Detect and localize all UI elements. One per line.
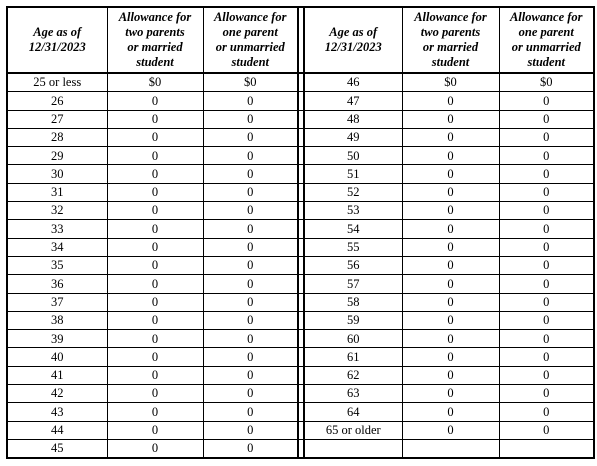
left-one-parent-cell: 0 [203,439,298,458]
left-one-parent-cell: 0 [203,385,298,403]
left-age-cell: 40 [7,348,107,366]
left-two-parents-cell: 0 [107,439,203,458]
right-two-parents-cell: 0 [402,366,499,384]
left-two-parents-cell: 0 [107,330,203,348]
right-two-parents-cell [402,439,499,458]
left-age-cell: 35 [7,256,107,274]
table-row [7,110,594,128]
right-one-parent-cell: 0 [499,220,594,238]
left-two-parents-cell: 0 [107,403,203,421]
left-one-parent-cell: 0 [203,293,298,311]
right-two-parents-cell: 0 [402,110,499,128]
right-two-parents-cell: 0 [402,92,499,110]
left-age-cell: 29 [7,147,107,165]
right-age-cell: 60 [304,330,402,348]
header-one-parent-left: Allowance for one parent or unmarried student [203,7,298,73]
right-one-parent-cell: 0 [499,238,594,256]
allowance-table-container [6,6,595,459]
right-two-parents-cell: 0 [402,348,499,366]
left-two-parents-cell: 0 [107,202,203,220]
right-age-cell: 62 [304,366,402,384]
left-age-cell: 42 [7,385,107,403]
right-two-parents-cell: 0 [402,238,499,256]
left-one-parent-cell: 0 [203,110,298,128]
right-one-parent-cell: 0 [499,293,594,311]
right-two-parents-cell: 0 [402,256,499,274]
right-age-cell: 57 [304,275,402,293]
table-row [7,220,594,238]
right-age-cell [304,439,402,458]
left-two-parents-cell: $0 [107,73,203,92]
left-one-parent-cell: 0 [203,147,298,165]
table-row [7,293,594,311]
right-age-cell: 54 [304,220,402,238]
table-row [7,202,594,220]
right-two-parents-cell: 0 [402,293,499,311]
header-age-right: Age as of 12/31/2023 [304,7,402,73]
table-row [7,348,594,366]
left-age-cell: 44 [7,421,107,439]
right-age-cell: 50 [304,147,402,165]
right-one-parent-cell: 0 [499,421,594,439]
left-age-cell: 37 [7,293,107,311]
left-one-parent-cell: 0 [203,220,298,238]
table-row [7,128,594,146]
header-row [7,7,594,73]
table-body [7,73,594,458]
right-one-parent-cell: 0 [499,165,594,183]
right-age-cell: 65 or older [304,421,402,439]
right-one-parent-cell: $0 [499,73,594,92]
right-age-cell: 49 [304,128,402,146]
left-one-parent-cell: 0 [203,256,298,274]
right-one-parent-cell [499,439,594,458]
table-row [7,238,594,256]
left-two-parents-cell: 0 [107,421,203,439]
left-two-parents-cell: 0 [107,128,203,146]
left-age-cell: 34 [7,238,107,256]
right-two-parents-cell: 0 [402,311,499,329]
left-age-cell: 36 [7,275,107,293]
left-two-parents-cell: 0 [107,110,203,128]
left-one-parent-cell: 0 [203,238,298,256]
left-two-parents-cell: 0 [107,311,203,329]
header-one-parent-right: Allowance for one parent or unmarried student [499,7,594,73]
right-two-parents-cell: 0 [402,128,499,146]
left-age-cell: 26 [7,92,107,110]
left-age-cell: 38 [7,311,107,329]
header-two-parents-left: Allowance for two parents or married student [107,7,203,73]
right-age-cell: 48 [304,110,402,128]
left-one-parent-cell: 0 [203,128,298,146]
table-row [7,403,594,421]
left-age-cell: 28 [7,128,107,146]
right-one-parent-cell: 0 [499,348,594,366]
right-two-parents-cell: 0 [402,275,499,293]
right-one-parent-cell: 0 [499,147,594,165]
left-two-parents-cell: 0 [107,366,203,384]
left-one-parent-cell: 0 [203,330,298,348]
table-row [7,275,594,293]
left-two-parents-cell: 0 [107,275,203,293]
left-two-parents-cell: 0 [107,220,203,238]
left-one-parent-cell: 0 [203,183,298,201]
left-age-cell: 27 [7,110,107,128]
left-two-parents-cell: 0 [107,92,203,110]
right-one-parent-cell: 0 [499,202,594,220]
right-age-cell: 53 [304,202,402,220]
right-age-cell: 52 [304,183,402,201]
right-age-cell: 47 [304,92,402,110]
left-one-parent-cell: 0 [203,421,298,439]
right-age-cell: 61 [304,348,402,366]
left-age-cell: 31 [7,183,107,201]
right-one-parent-cell: 0 [499,128,594,146]
table-row [7,385,594,403]
left-age-cell: 33 [7,220,107,238]
left-two-parents-cell: 0 [107,293,203,311]
left-one-parent-cell: 0 [203,403,298,421]
right-one-parent-cell: 0 [499,110,594,128]
header-two-parents-right: Allowance for two parents or married student [402,7,499,73]
right-two-parents-cell: $0 [402,73,499,92]
right-one-parent-cell: 0 [499,330,594,348]
right-two-parents-cell: 0 [402,403,499,421]
right-one-parent-cell: 0 [499,92,594,110]
right-two-parents-cell: 0 [402,330,499,348]
header-age-left: Age as of 12/31/2023 [7,7,107,73]
right-age-cell: 55 [304,238,402,256]
left-one-parent-cell: 0 [203,275,298,293]
left-one-parent-cell: 0 [203,366,298,384]
left-two-parents-cell: 0 [107,183,203,201]
left-age-cell: 30 [7,165,107,183]
right-two-parents-cell: 0 [402,147,499,165]
allowance-table [6,6,595,459]
right-age-cell: 63 [304,385,402,403]
left-one-parent-cell: $0 [203,73,298,92]
right-one-parent-cell: 0 [499,403,594,421]
left-age-cell: 25 or less [7,73,107,92]
right-age-cell: 56 [304,256,402,274]
right-two-parents-cell: 0 [402,183,499,201]
left-two-parents-cell: 0 [107,238,203,256]
right-two-parents-cell: 0 [402,421,499,439]
left-two-parents-cell: 0 [107,348,203,366]
left-two-parents-cell: 0 [107,165,203,183]
left-two-parents-cell: 0 [107,385,203,403]
table-row [7,73,594,92]
left-age-cell: 41 [7,366,107,384]
table-row [7,183,594,201]
left-one-parent-cell: 0 [203,92,298,110]
table-row [7,256,594,274]
left-age-cell: 43 [7,403,107,421]
right-two-parents-cell: 0 [402,165,499,183]
right-one-parent-cell: 0 [499,256,594,274]
left-one-parent-cell: 0 [203,202,298,220]
table-row [7,439,594,458]
right-two-parents-cell: 0 [402,385,499,403]
right-age-cell: 64 [304,403,402,421]
right-two-parents-cell: 0 [402,202,499,220]
right-one-parent-cell: 0 [499,311,594,329]
left-age-cell: 32 [7,202,107,220]
left-one-parent-cell: 0 [203,311,298,329]
left-two-parents-cell: 0 [107,256,203,274]
right-one-parent-cell: 0 [499,183,594,201]
right-age-cell: 46 [304,73,402,92]
table-row [7,165,594,183]
left-age-cell: 45 [7,439,107,458]
table-row [7,366,594,384]
table-row [7,421,594,439]
right-two-parents-cell: 0 [402,220,499,238]
table-row [7,147,594,165]
left-two-parents-cell: 0 [107,147,203,165]
right-one-parent-cell: 0 [499,366,594,384]
right-one-parent-cell: 0 [499,275,594,293]
left-one-parent-cell: 0 [203,348,298,366]
right-age-cell: 59 [304,311,402,329]
table-row [7,92,594,110]
table-row [7,330,594,348]
right-age-cell: 51 [304,165,402,183]
table-row [7,311,594,329]
right-age-cell: 58 [304,293,402,311]
left-one-parent-cell: 0 [203,165,298,183]
left-age-cell: 39 [7,330,107,348]
right-one-parent-cell: 0 [499,385,594,403]
